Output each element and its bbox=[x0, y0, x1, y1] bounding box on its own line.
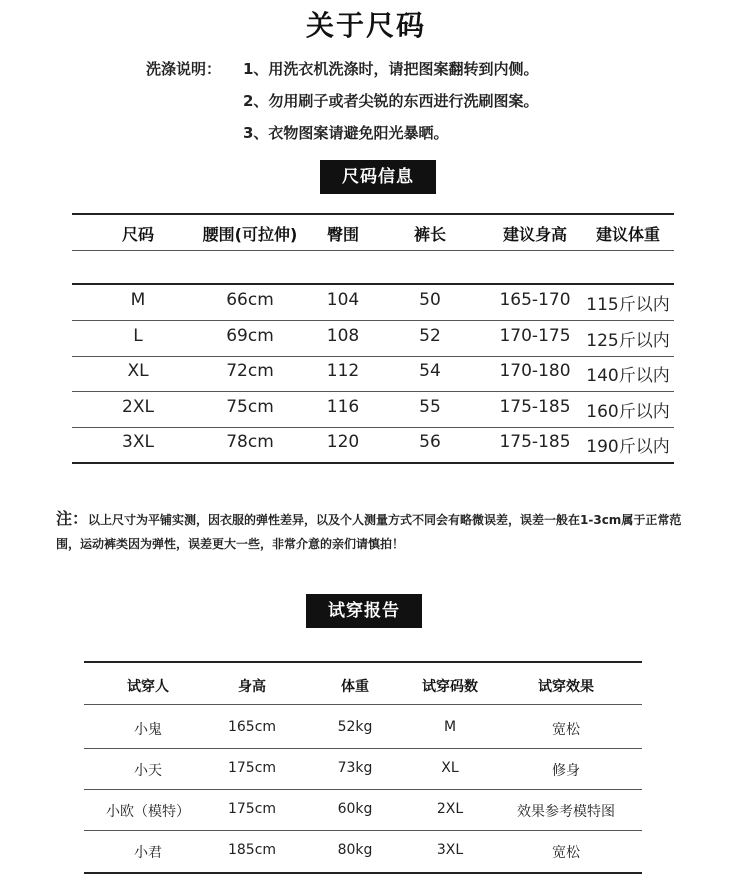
trial-table-cell: 小欧（模特） bbox=[106, 804, 190, 820]
trial-table-cell: M bbox=[443, 719, 457, 735]
trial-table-cell: 175cm bbox=[227, 760, 277, 776]
trial-header-cell: 试穿人 bbox=[127, 679, 169, 695]
trial-table-cell: 修身 bbox=[552, 763, 580, 779]
size-table-cell: 170-175 bbox=[499, 325, 571, 346]
table-rule bbox=[72, 320, 674, 321]
trial-header-cell: 试穿码数 bbox=[422, 679, 478, 695]
size-table-cell: 50 bbox=[419, 290, 441, 310]
trial-table-cell: 73kg bbox=[337, 760, 373, 776]
size-table-cell: 3XL bbox=[122, 432, 154, 452]
size-table-cell: 72cm bbox=[226, 361, 274, 381]
table-rule bbox=[84, 830, 642, 831]
trial-table-cell: 175cm bbox=[227, 801, 277, 817]
table-rule bbox=[84, 872, 642, 874]
size-table-cell: 165-170 bbox=[499, 290, 571, 310]
table-rule bbox=[72, 462, 674, 464]
size-table-cell: 160斤以内 bbox=[586, 401, 670, 422]
table-rule bbox=[72, 427, 674, 428]
note-mark: 注： bbox=[56, 509, 89, 528]
trial-table-cell: 宽松 bbox=[552, 845, 580, 861]
size-table-cell: 190斤以内 bbox=[586, 437, 670, 457]
size-header-cell: 裤长 bbox=[413, 225, 446, 244]
trial-header-cell: 体重 bbox=[341, 679, 369, 695]
trial-report-badge: 试穿报告 bbox=[306, 594, 422, 628]
size-table-cell: 120 bbox=[326, 432, 360, 452]
table-rule bbox=[84, 789, 642, 790]
trial-table-cell: 2XL bbox=[436, 801, 464, 817]
size-table-cell: 125斤以内 bbox=[586, 330, 670, 351]
size-table-cell: 115斤以内 bbox=[586, 295, 670, 315]
size-header-cell: 腰围(可拉伸) bbox=[202, 225, 298, 244]
size-table-cell: 78cm bbox=[226, 432, 274, 452]
washing-line-2: 2、勿用刷子或者尖锐的东西进行洗刷图案。 bbox=[243, 92, 539, 110]
size-table-cell: 112 bbox=[326, 361, 360, 381]
trial-header-cell: 身高 bbox=[238, 679, 266, 695]
table-rule bbox=[84, 661, 642, 663]
table-rule bbox=[84, 704, 642, 705]
size-table-cell: 52 bbox=[419, 325, 441, 346]
size-table-cell: 140斤以内 bbox=[586, 366, 670, 386]
size-header-cell: 尺码 bbox=[121, 225, 154, 244]
size-table-cell: 75cm bbox=[226, 396, 274, 417]
size-info-badge: 尺码信息 bbox=[320, 160, 436, 194]
washing-label: 洗涤说明： bbox=[146, 60, 222, 78]
trial-table-cell: 52kg bbox=[337, 719, 373, 735]
trial-table-cell: 小君 bbox=[134, 845, 162, 861]
size-table-cell: 69cm bbox=[226, 325, 274, 346]
size-table-cell: 54 bbox=[419, 361, 441, 381]
size-header-cell: 建议体重 bbox=[595, 225, 660, 244]
size-table-cell: 56 bbox=[419, 432, 441, 452]
table-rule bbox=[84, 748, 642, 749]
trial-table-cell: 165cm bbox=[227, 719, 277, 735]
size-table-cell: 66cm bbox=[226, 290, 274, 310]
size-table-cell: 2XL bbox=[122, 396, 154, 417]
size-table-cell: 175-185 bbox=[499, 396, 571, 417]
table-rule bbox=[72, 213, 674, 215]
size-table-cell: 175-185 bbox=[499, 432, 571, 452]
size-table-cell: 55 bbox=[419, 396, 441, 417]
trial-table-cell: 效果参考模特图 bbox=[517, 804, 615, 820]
trial-table-cell: 小天 bbox=[134, 763, 162, 779]
table-rule bbox=[72, 283, 674, 285]
size-table-cell: 104 bbox=[326, 290, 360, 310]
table-rule bbox=[72, 356, 674, 357]
size-table-cell: 116 bbox=[326, 396, 360, 417]
trial-table-cell: 80kg bbox=[337, 842, 373, 858]
trial-table-cell: 185cm bbox=[227, 842, 277, 858]
table-rule bbox=[72, 391, 674, 392]
trial-header-cell: 试穿效果 bbox=[538, 679, 594, 695]
trial-table-cell: 60kg bbox=[337, 801, 373, 817]
washing-line-3: 3、衣物图案请避免阳光暴晒。 bbox=[243, 124, 449, 142]
size-table-cell: 170-180 bbox=[499, 361, 571, 381]
page-title: 关于尺码 bbox=[305, 9, 426, 42]
size-table-cell: M bbox=[130, 290, 146, 310]
trial-table-cell: 宽松 bbox=[552, 722, 580, 738]
trial-table-cell: 3XL bbox=[436, 842, 464, 858]
trial-table-cell: XL bbox=[441, 760, 459, 776]
size-note bbox=[56, 507, 696, 556]
size-table-cell: 108 bbox=[326, 325, 360, 346]
size-header-cell: 臀围 bbox=[326, 225, 359, 244]
size-table-cell: XL bbox=[127, 361, 149, 381]
note-text: 以上尺寸为平铺实测，因衣服的弹性差异，以及个人测量方式不同会有略微误差，误差一般在1-3cm属于正常范围，运动裤类因为弹性，误差更大一些，非常介意的亲们请慎拍！ bbox=[56, 513, 682, 551]
washing-line-1: 1、用洗衣机洗涤时，请把图案翻转到内侧。 bbox=[243, 60, 539, 78]
size-table-cell: L bbox=[133, 325, 143, 346]
table-rule bbox=[72, 250, 674, 251]
size-header-cell: 建议身高 bbox=[502, 225, 567, 244]
trial-table-cell: 小鬼 bbox=[134, 722, 162, 738]
